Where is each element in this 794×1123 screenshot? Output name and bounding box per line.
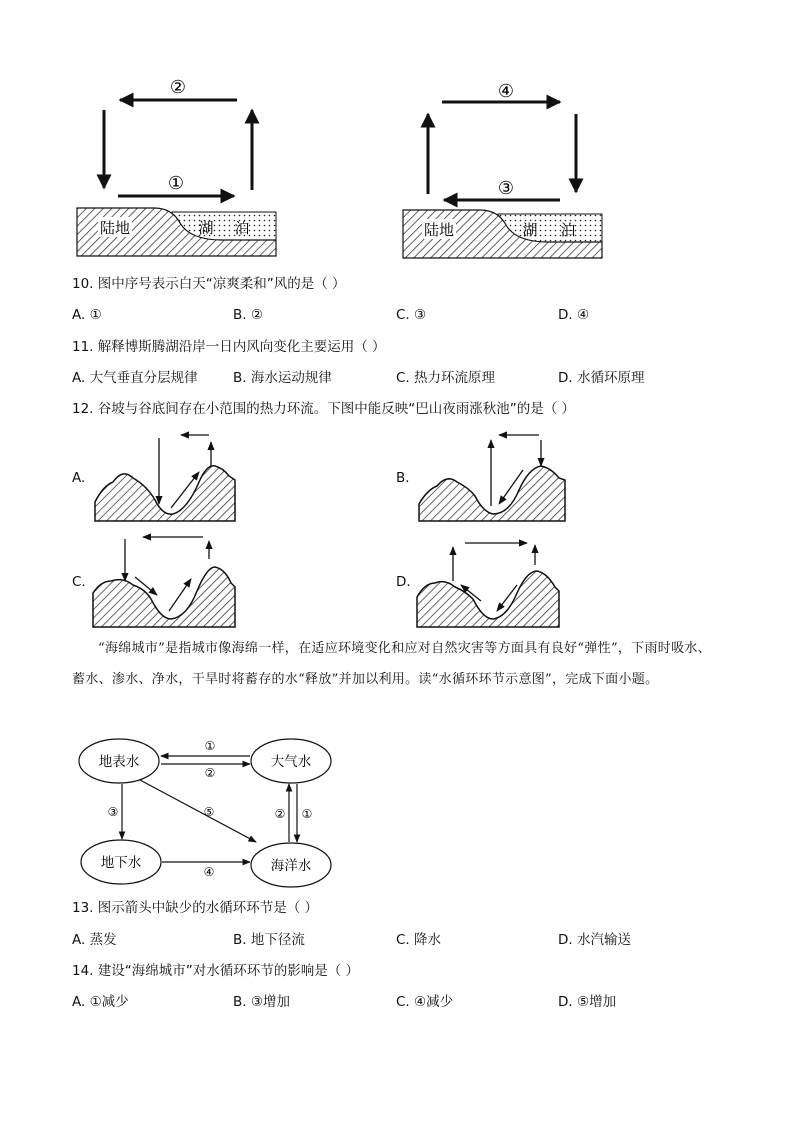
q12-option-b-label[interactable]: B. <box>396 470 410 486</box>
valley-terrain <box>95 466 235 521</box>
q14-option-a[interactable]: A. ①减少 <box>72 994 129 1010</box>
lake-breeze-diagram-left <box>72 78 282 260</box>
valley-diagram-d[interactable] <box>417 537 562 629</box>
question-12-stem: 12. 谷坡与谷底间存在小范围的热力环流。下图中能反映“巴山夜雨涨秋池”的是（ ） <box>72 401 576 417</box>
q13-option-b[interactable]: B. 地下径流 <box>233 932 305 948</box>
arrow-label-3: ③ <box>497 178 515 199</box>
flow-label-right-a: ② <box>274 807 286 821</box>
valley-terrain <box>93 567 235 627</box>
sponge-city-passage: “海绵城市”是指城市像海绵一样，在适应环境变化和应对自然灾害等方面具有良好“弹性”，下雨时吸水、蓄水、渗水、净水，干旱时将蓄存的水“释放”并加以利用。读“水循环环节示意图”，完成下面小题。 <box>72 641 711 687</box>
lake-label-b: 泊 <box>234 219 250 237</box>
lake-label-a: 湖 <box>198 219 214 237</box>
water-cycle-diagram <box>78 732 340 892</box>
q12-option-a-label[interactable]: A. <box>72 470 86 486</box>
atmospheric-water-label: 大气水 <box>270 754 312 770</box>
question-14-stem: 14. 建设“海绵城市”对水循环环节的影响是（ ） <box>72 963 360 979</box>
q11-option-b[interactable]: B. 海水运动规律 <box>233 370 332 386</box>
groundwater-label: 地下水 <box>100 855 142 871</box>
flow-label-left: ③ <box>107 805 119 819</box>
valley-terrain <box>417 571 559 627</box>
q10-option-b[interactable]: B. ② <box>233 307 263 323</box>
q13-option-c[interactable]: C. 降水 <box>396 932 442 948</box>
arrow-label-4: ④ <box>497 81 515 102</box>
valley-diagram-b[interactable] <box>419 430 569 522</box>
q13-option-a[interactable]: A. 蒸发 <box>72 932 117 948</box>
valley-terrain <box>419 466 565 521</box>
q14-option-b[interactable]: B. ③增加 <box>233 994 290 1010</box>
q13-option-d[interactable]: D. 水汽输送 <box>558 932 631 948</box>
q11-option-c[interactable]: C. 热力环流原理 <box>396 370 496 386</box>
q11-option-a[interactable]: A. 大气垂直分层规律 <box>72 370 198 386</box>
ocean-water-label: 海洋水 <box>270 858 312 874</box>
q10-option-a[interactable]: A. ① <box>72 307 102 323</box>
flow-label-top-upper: ① <box>204 739 216 753</box>
flow-label-bottom: ④ <box>203 865 215 879</box>
flow-label-diagonal: ⑤ <box>203 805 215 819</box>
q11-option-d[interactable]: D. 水循环原理 <box>558 370 645 386</box>
valley-diagram-a[interactable] <box>95 430 237 522</box>
surface-water-label: 地表水 <box>98 754 140 770</box>
land-label: 陆地 <box>99 219 131 237</box>
q12-option-d-label[interactable]: D. <box>396 574 411 590</box>
q10-option-d[interactable]: D. ④ <box>558 307 590 323</box>
q12-option-c-label[interactable]: C. <box>72 574 86 590</box>
lake-label-a: 湖 <box>522 221 538 239</box>
question-11-stem: 11. 解释博斯腾湖沿岸一日内风向变化主要运用（ ） <box>72 339 386 355</box>
q14-option-c[interactable]: C. ④减少 <box>396 994 454 1010</box>
lake-breeze-diagram-right <box>398 78 608 260</box>
land-label: 陆地 <box>423 221 455 239</box>
flow-label-right-b: ① <box>301 807 313 821</box>
arrow-label-1: ① <box>167 173 185 194</box>
flow-label-top-lower: ② <box>204 766 216 780</box>
valley-diagram-c[interactable] <box>93 533 238 628</box>
arrow-label-2: ② <box>169 77 187 98</box>
question-10-stem: 10. 图中序号表示白天“凉爽柔和”风的是（ ） <box>72 276 346 292</box>
q10-option-c[interactable]: C. ③ <box>396 307 427 323</box>
question-13-stem: 13. 图示箭头中缺少的水循环环节是（ ） <box>72 900 319 916</box>
lake-label-b: 泊 <box>560 221 576 239</box>
q14-option-d[interactable]: D. ⑤增加 <box>558 994 617 1010</box>
